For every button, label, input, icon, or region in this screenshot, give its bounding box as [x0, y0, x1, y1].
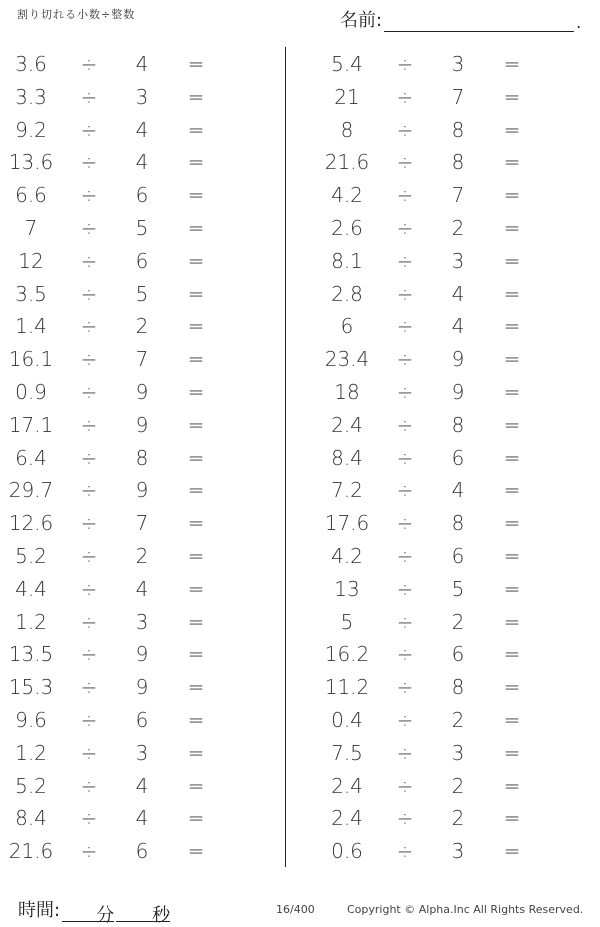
equals-sign: = — [187, 707, 205, 732]
problem-row — [316, 310, 586, 343]
minutes-unit: 分 — [96, 901, 114, 922]
division-operator: ÷ — [80, 806, 98, 831]
divisor: 2 — [451, 215, 465, 240]
equals-sign: = — [503, 543, 521, 568]
dividend: 0.9 — [15, 379, 47, 404]
equals-sign: = — [503, 576, 521, 601]
divisor: 7 — [451, 183, 465, 208]
division-operator: ÷ — [80, 314, 98, 339]
equals-sign: = — [503, 84, 521, 109]
problem-row — [0, 114, 270, 147]
problem-row — [0, 212, 270, 245]
division-operator: ÷ — [80, 675, 98, 700]
divisor: 6 — [135, 839, 149, 864]
equals-sign: = — [503, 150, 521, 175]
dividend: 9.2 — [15, 117, 47, 142]
problem-row — [0, 474, 270, 507]
equals-sign: = — [187, 379, 205, 404]
divisor: 4 — [451, 281, 465, 306]
division-operator: ÷ — [396, 281, 414, 306]
equals-sign: = — [503, 412, 521, 437]
dividend: 2.4 — [331, 412, 363, 437]
divisor: 2 — [451, 806, 465, 831]
divisor: 2 — [451, 773, 465, 798]
problem-row — [0, 343, 270, 376]
dividend: 3.5 — [15, 281, 47, 306]
dividend: 6 — [340, 314, 354, 339]
dividend: 2.4 — [331, 806, 363, 831]
dividend: 6.4 — [15, 445, 47, 470]
dividend: 9.6 — [15, 707, 47, 732]
divisor: 9 — [135, 478, 149, 503]
column-divider — [285, 47, 286, 867]
problem-row — [316, 212, 586, 245]
dividend: 4.4 — [15, 576, 47, 601]
problem-row — [0, 245, 270, 278]
equals-sign: = — [503, 478, 521, 503]
problem-row — [0, 704, 270, 737]
division-operator: ÷ — [80, 576, 98, 601]
division-operator: ÷ — [396, 412, 414, 437]
problem-row — [316, 179, 586, 212]
left-problem-column — [0, 48, 270, 868]
equals-sign: = — [503, 183, 521, 208]
divisor: 5 — [135, 281, 149, 306]
problem-row — [0, 770, 270, 803]
dividend: 12.6 — [8, 511, 54, 536]
divisor: 9 — [451, 379, 465, 404]
division-operator: ÷ — [80, 183, 98, 208]
divisor: 3 — [451, 740, 465, 765]
dividend: 1.4 — [15, 314, 47, 339]
divisor: 3 — [451, 52, 465, 76]
dividend: 13.5 — [8, 642, 54, 667]
division-operator: ÷ — [80, 281, 98, 306]
problem-row — [316, 606, 586, 639]
division-operator: ÷ — [80, 543, 98, 568]
dividend: 0.4 — [331, 707, 363, 732]
problem-row — [0, 606, 270, 639]
dividend: 13.6 — [8, 150, 54, 175]
copyright-notice: Copyright © Alpha.Inc All Rights Reserved. — [347, 903, 584, 916]
seconds-blank — [116, 901, 152, 922]
name-label: 名前: — [340, 10, 383, 31]
problem-row — [0, 507, 270, 540]
dividend: 13 — [334, 576, 360, 601]
problem-row — [316, 507, 586, 540]
divisor: 4 — [451, 478, 465, 503]
equals-sign: = — [503, 314, 521, 339]
divisor: 4 — [135, 576, 149, 601]
divisor: 8 — [451, 511, 465, 536]
division-operator: ÷ — [396, 806, 414, 831]
divisor: 4 — [451, 314, 465, 339]
divisor: 4 — [135, 52, 149, 76]
divisor: 9 — [451, 347, 465, 372]
equals-sign: = — [187, 675, 205, 700]
equals-sign: = — [187, 84, 205, 109]
equals-sign: = — [503, 609, 521, 634]
dividend: 11.2 — [324, 675, 370, 700]
dividend: 18 — [334, 379, 360, 404]
dividend: 1.2 — [15, 740, 47, 765]
equals-sign: = — [187, 183, 205, 208]
division-operator: ÷ — [396, 576, 414, 601]
dividend: 1.2 — [15, 609, 47, 634]
divisor: 8 — [451, 117, 465, 142]
dividend: 5.4 — [331, 52, 363, 76]
dividend: 0.6 — [331, 839, 363, 864]
dividend: 8 — [340, 117, 354, 142]
name-end-mark: . — [576, 13, 582, 32]
equals-sign: = — [187, 445, 205, 470]
dividend: 17.1 — [8, 412, 54, 437]
division-operator: ÷ — [396, 675, 414, 700]
division-operator: ÷ — [396, 609, 414, 634]
dividend: 4.2 — [331, 543, 363, 568]
equals-sign: = — [187, 248, 205, 273]
divisor: 6 — [135, 707, 149, 732]
equals-sign: = — [187, 576, 205, 601]
division-operator: ÷ — [396, 642, 414, 667]
division-operator: ÷ — [80, 511, 98, 536]
equals-sign: = — [187, 478, 205, 503]
dividend: 8.4 — [15, 806, 47, 831]
problem-row — [0, 146, 270, 179]
divisor: 8 — [451, 150, 465, 175]
problem-row — [0, 376, 270, 409]
divisor: 6 — [135, 248, 149, 273]
divisor: 5 — [451, 576, 465, 601]
problem-row — [0, 638, 270, 671]
problem-row — [0, 835, 270, 868]
equals-sign: = — [503, 215, 521, 240]
equals-sign: = — [187, 117, 205, 142]
dividend: 21 — [334, 84, 360, 109]
divisor: 7 — [451, 84, 465, 109]
dividend: 16.1 — [8, 347, 54, 372]
divisor: 9 — [135, 642, 149, 667]
divisor: 6 — [451, 642, 465, 667]
problem-row — [316, 278, 586, 311]
divisor: 8 — [451, 412, 465, 437]
division-operator: ÷ — [80, 215, 98, 240]
problem-row — [0, 442, 270, 475]
divisor: 3 — [451, 839, 465, 864]
problem-row — [0, 409, 270, 442]
name-blank-line — [384, 11, 574, 32]
dividend: 15.3 — [8, 675, 54, 700]
dividend: 7 — [24, 215, 38, 240]
equals-sign: = — [187, 609, 205, 634]
divisor: 2 — [451, 707, 465, 732]
dividend: 5.2 — [15, 543, 47, 568]
equals-sign: = — [187, 543, 205, 568]
division-operator: ÷ — [396, 117, 414, 142]
divisor: 9 — [135, 675, 149, 700]
problem-row — [316, 474, 586, 507]
problem-row — [0, 48, 270, 81]
problem-row — [316, 48, 586, 81]
dividend: 2.8 — [331, 281, 363, 306]
problem-row — [316, 343, 586, 376]
divisor: 3 — [451, 248, 465, 273]
problem-row — [316, 540, 586, 573]
division-operator: ÷ — [396, 839, 414, 864]
problem-row — [0, 540, 270, 573]
time-label: 時間: — [18, 900, 61, 921]
division-operator: ÷ — [80, 84, 98, 109]
division-operator: ÷ — [396, 150, 414, 175]
division-operator: ÷ — [80, 642, 98, 667]
seconds-unit: 秒 — [152, 901, 170, 922]
right-problem-column — [316, 48, 586, 868]
problem-row — [316, 802, 586, 835]
dividend: 4.2 — [331, 183, 363, 208]
problem-row — [316, 114, 586, 147]
equals-sign: = — [187, 52, 205, 76]
equals-sign: = — [503, 52, 521, 76]
problem-row — [316, 770, 586, 803]
dividend: 5.2 — [15, 773, 47, 798]
problem-row — [316, 376, 586, 409]
dividend: 17.6 — [324, 511, 370, 536]
division-operator: ÷ — [396, 52, 414, 76]
divisor: 6 — [451, 543, 465, 568]
division-operator: ÷ — [80, 52, 98, 76]
division-operator: ÷ — [80, 609, 98, 634]
divisor: 3 — [135, 740, 149, 765]
divisor: 5 — [135, 215, 149, 240]
division-operator: ÷ — [80, 839, 98, 864]
problem-row — [0, 81, 270, 114]
equals-sign: = — [187, 806, 205, 831]
divisor: 8 — [451, 675, 465, 700]
dividend: 21.6 — [324, 150, 370, 175]
divisor: 7 — [135, 347, 149, 372]
equals-sign: = — [187, 773, 205, 798]
minutes-blank — [62, 901, 96, 922]
equals-sign: = — [503, 642, 521, 667]
divisor: 7 — [135, 511, 149, 536]
name-field — [340, 6, 581, 32]
division-operator: ÷ — [396, 183, 414, 208]
division-operator: ÷ — [396, 445, 414, 470]
division-operator: ÷ — [80, 412, 98, 437]
problem-row — [316, 638, 586, 671]
divisor: 3 — [135, 609, 149, 634]
equals-sign: = — [503, 379, 521, 404]
problem-row — [316, 573, 586, 606]
equals-sign: = — [187, 740, 205, 765]
problem-row — [316, 409, 586, 442]
divisor: 2 — [451, 609, 465, 634]
equals-sign: = — [187, 511, 205, 536]
divisor: 9 — [135, 379, 149, 404]
problem-row — [0, 573, 270, 606]
divisor: 3 — [135, 84, 149, 109]
dividend: 3.6 — [15, 52, 47, 76]
division-operator: ÷ — [80, 379, 98, 404]
division-operator: ÷ — [396, 511, 414, 536]
problem-row — [0, 179, 270, 212]
dividend: 6.6 — [15, 183, 47, 208]
equals-sign: = — [187, 281, 205, 306]
problem-row — [316, 81, 586, 114]
dividend: 2.4 — [331, 773, 363, 798]
problem-row — [316, 245, 586, 278]
equals-sign: = — [503, 740, 521, 765]
division-operator: ÷ — [80, 707, 98, 732]
dividend: 8.1 — [331, 248, 363, 273]
division-operator: ÷ — [396, 314, 414, 339]
dividend: 16.2 — [324, 642, 370, 667]
equals-sign: = — [503, 347, 521, 372]
problem-row — [316, 704, 586, 737]
problem-row — [316, 671, 586, 704]
page-number: 16/400 — [276, 903, 315, 916]
equals-sign: = — [503, 445, 521, 470]
division-operator: ÷ — [80, 117, 98, 142]
problem-row — [0, 802, 270, 835]
equals-sign: = — [503, 707, 521, 732]
divisor: 6 — [451, 445, 465, 470]
equals-sign: = — [187, 642, 205, 667]
division-operator: ÷ — [80, 150, 98, 175]
division-operator: ÷ — [396, 478, 414, 503]
divisor: 9 — [135, 412, 149, 437]
problem-row — [0, 278, 270, 311]
equals-sign: = — [187, 314, 205, 339]
division-operator: ÷ — [396, 773, 414, 798]
equals-sign: = — [503, 281, 521, 306]
problem-row — [316, 146, 586, 179]
dividend: 3.3 — [15, 84, 47, 109]
dividend: 8.4 — [331, 445, 363, 470]
division-operator: ÷ — [396, 248, 414, 273]
equals-sign: = — [187, 347, 205, 372]
division-operator: ÷ — [80, 248, 98, 273]
problem-row — [0, 310, 270, 343]
divisor: 2 — [135, 314, 149, 339]
dividend: 29.7 — [8, 478, 54, 503]
problem-row — [316, 737, 586, 770]
divisor: 2 — [135, 543, 149, 568]
division-operator: ÷ — [80, 347, 98, 372]
division-operator: ÷ — [80, 773, 98, 798]
division-operator: ÷ — [396, 543, 414, 568]
equals-sign: = — [503, 773, 521, 798]
equals-sign: = — [187, 215, 205, 240]
problem-row — [316, 835, 586, 868]
division-operator: ÷ — [396, 379, 414, 404]
dividend: 21.6 — [8, 839, 54, 864]
division-operator: ÷ — [396, 740, 414, 765]
equals-sign: = — [187, 412, 205, 437]
time-field — [18, 896, 171, 926]
divisor: 8 — [135, 445, 149, 470]
divisor: 4 — [135, 773, 149, 798]
division-operator: ÷ — [396, 84, 414, 109]
division-operator: ÷ — [396, 347, 414, 372]
equals-sign: = — [187, 839, 205, 864]
problem-row — [316, 442, 586, 475]
division-operator: ÷ — [80, 478, 98, 503]
divisor: 4 — [135, 117, 149, 142]
equals-sign: = — [503, 511, 521, 536]
divisor: 4 — [135, 806, 149, 831]
dividend: 23.4 — [324, 347, 370, 372]
dividend: 2.6 — [331, 215, 363, 240]
equals-sign: = — [503, 117, 521, 142]
division-operator: ÷ — [396, 215, 414, 240]
problem-row — [0, 737, 270, 770]
divisor: 4 — [135, 150, 149, 175]
divisor: 6 — [135, 183, 149, 208]
division-operator: ÷ — [396, 707, 414, 732]
dividend: 5 — [340, 609, 354, 634]
dividend: 12 — [18, 248, 44, 273]
equals-sign: = — [503, 839, 521, 864]
worksheet-title: 割り切れる小数÷整数 — [17, 8, 136, 21]
problem-row — [0, 671, 270, 704]
dividend: 7.5 — [331, 740, 363, 765]
dividend: 7.2 — [331, 478, 363, 503]
equals-sign: = — [187, 150, 205, 175]
equals-sign: = — [503, 675, 521, 700]
division-operator: ÷ — [80, 740, 98, 765]
equals-sign: = — [503, 806, 521, 831]
division-operator: ÷ — [80, 445, 98, 470]
equals-sign: = — [503, 248, 521, 273]
